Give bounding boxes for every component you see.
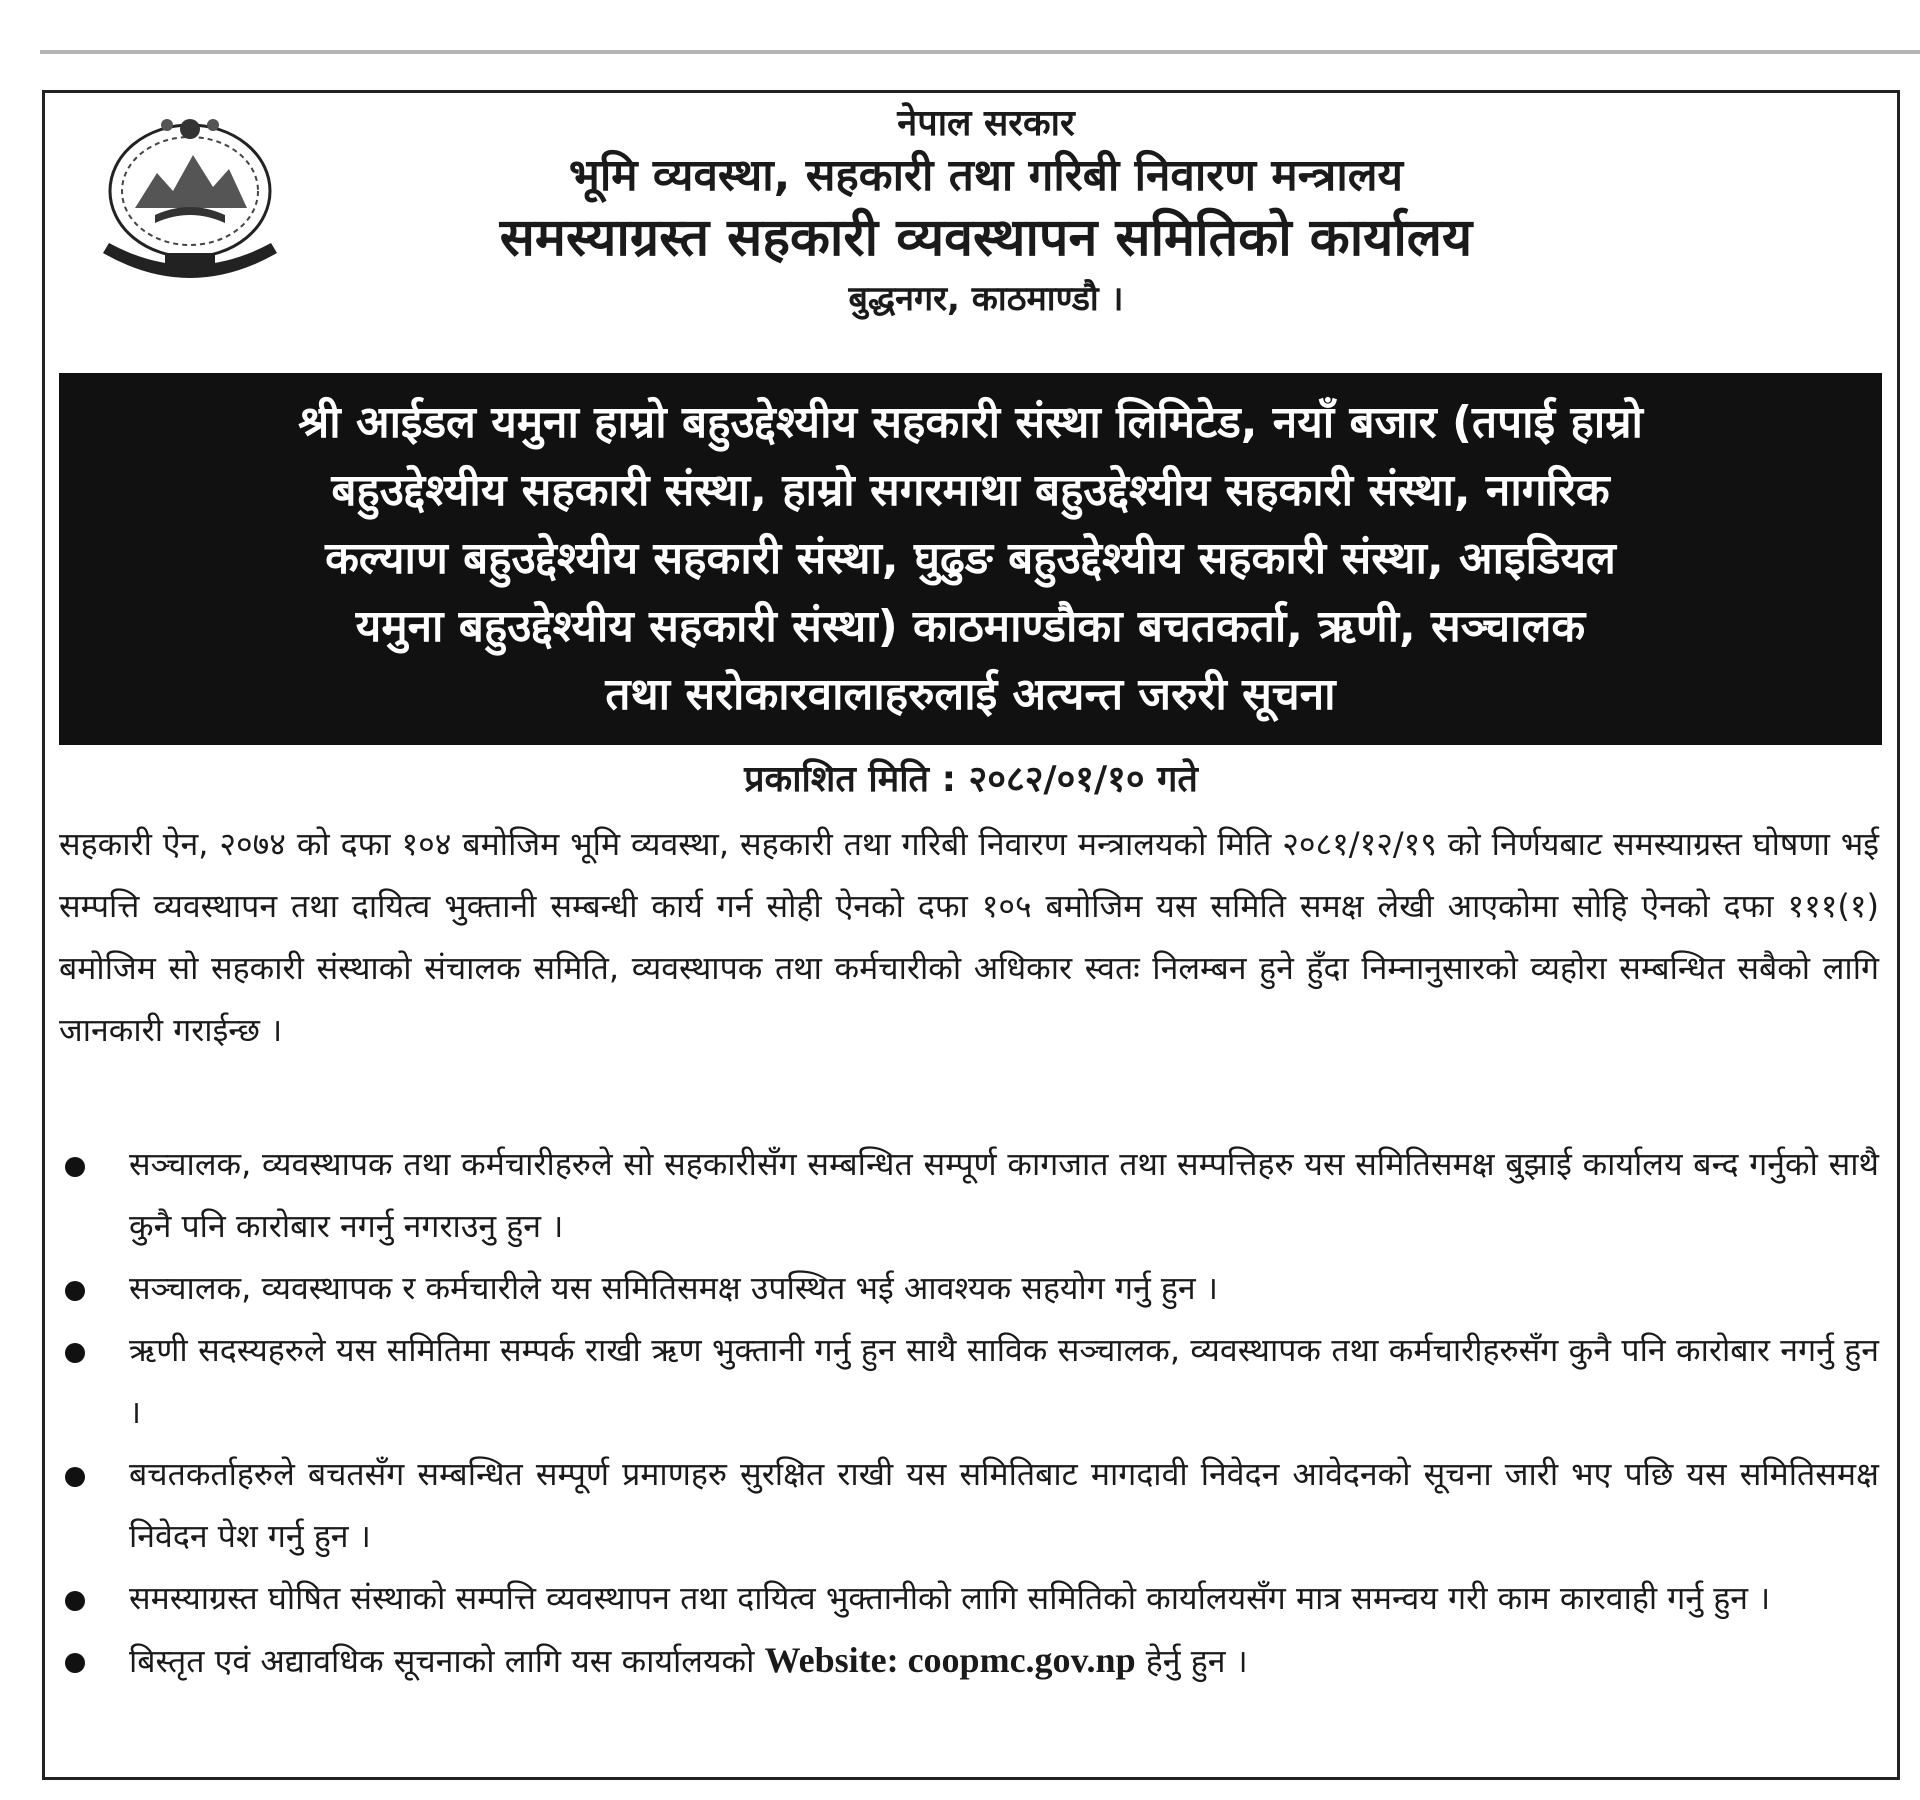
intro-paragraph: सहकारी ऐन, २०७४ को दफा १०४ बमोजिम भूमि व्यवस्था, सहकारी तथा गरिबी निवारण मन्त्रालयको मिति २०८१/१२/१९ को निर्णयबाट समस्याग्रस्त घोषणा भई सम्पत्ति व्यवस्थापन तथा दायित्व भुक्तानी सम्बन्धी कार्य गर्न सोही ऐनको दफा १०५ बमोजिम यस समिति समक्ष लेखी आएकोमा सोहि ऐनको दफा १११(१) बमोजिम सो सहकारी संस्थाको संचालक समिति, व्यवस्थापक तथा कर्मचारीको अधिकार स्वतः निलम्बन हुने हुँदा निम्नानुसारको व्यहोरा सम्बन्धित सबैको लागि जानकारी गराईन्छ । bbox=[59, 825, 1879, 1049]
banner-line: यमुना बहुउद्देश्यीय सहकारी संस्था) काठमाण्डौका बचतकर्ता, ऋणी, सञ्चालक bbox=[355, 601, 1586, 652]
public-notice bbox=[42, 90, 1900, 1780]
list-item-text: समस्याग्रस्त घोषित संस्थाको सम्पत्ति व्यवस्थापन तथा दायित्व भुक्तानीको लागि समितिको कार्यालयसँग मात्र समन्वय गरी काम कारवाही गर्नु हुन । bbox=[129, 1579, 1771, 1617]
ministry-title: भूमि व्यवस्था, सहकारी तथा गरिबी निवारण मन्त्रालय bbox=[568, 150, 1404, 201]
banner-line: बहुउद्देश्यीय सहकारी संस्था, हाम्रो सगरमाथा बहुउद्देश्यीय सहकारी संस्था, नागरिक bbox=[331, 465, 1610, 516]
notice-header bbox=[45, 101, 1897, 327]
website-link[interactable]: Website: coopmc.gov.np bbox=[764, 1640, 1136, 1680]
banner-line: कल्याण बहुउद्देश्यीय सहकारी संस्था, घुढुङ बहुउद्देश्यीय सहकारी संस्था, आइडियल bbox=[325, 533, 1616, 584]
list-item bbox=[59, 1257, 1879, 1319]
list-item bbox=[59, 1567, 1879, 1629]
banner-line: तथा सरोकारवालाहरुलाई अत्यन्त जरुरी सूचना bbox=[605, 669, 1336, 720]
list-item bbox=[59, 1319, 1879, 1443]
list-item bbox=[59, 1133, 1879, 1257]
list-item bbox=[59, 1629, 1879, 1692]
bullet-icon bbox=[65, 1343, 85, 1363]
banner-line: श्री आईडल यमुना हाम्रो बहुउद्देश्यीय सहकारी संस्था लिमिटेड, नयाँ बजार (तपाई हाम्रो bbox=[298, 397, 1643, 448]
bullet-icon bbox=[65, 1653, 85, 1673]
list-item-text: सञ्चालक, व्यवस्थापक र कर्मचारीले यस समितिसमक्ष उपस्थित भई आवश्यक सहयोग गर्नु हुन । bbox=[129, 1269, 1218, 1307]
top-divider bbox=[40, 50, 1920, 54]
bullet-icon bbox=[65, 1591, 85, 1611]
office-location: बुद्धनगर, काठमाण्डौ । bbox=[848, 279, 1124, 319]
list-item-text: बिस्तृत एवं अद्यावधिक सूचनाको लागि यस कार्यालयको bbox=[129, 1642, 765, 1680]
office-title: समस्याग्रस्त सहकारी व्यवस्थापन समितिको कार्यालय bbox=[499, 208, 1473, 268]
instruction-list bbox=[59, 1133, 1879, 1692]
bullet-icon bbox=[65, 1157, 85, 1177]
list-item-text: हेर्नु हुन । bbox=[1135, 1642, 1248, 1680]
list-item bbox=[59, 1443, 1879, 1567]
government-title: नेपाल सरकार bbox=[897, 103, 1075, 144]
list-item-text: सञ्चालक, व्यवस्थापक तथा कर्मचारीहरुले सो सहकारीसँग सम्बन्धित सम्पूर्ण कागजात तथा सम्पत्तिहरु यस समितिसमक्ष बुझाई कार्यालय बन्द गर्नुको साथै कुनै पनि कारोबार नगर्नु नगराउनु हुन । bbox=[129, 1145, 1879, 1245]
bullet-icon bbox=[65, 1281, 85, 1301]
notice-headline-banner bbox=[59, 373, 1882, 745]
published-date: प्रकाशित मिति : २०८२/०१/१० गते bbox=[744, 759, 1198, 800]
list-item-text: बचतकर्ताहरुले बचतसँग सम्बन्धित सम्पूर्ण प्रमाणहरु सुरक्षित राखी यस समितिबाट मागदावी निवेदन आवेदनको सूचना जारी भए पछि यस समितिसमक्ष निवेदन पेश गर्नु हुन । bbox=[129, 1455, 1879, 1555]
bullet-icon bbox=[65, 1467, 85, 1487]
list-item-text: ऋणी सदस्यहरुले यस समितिमा सम्पर्क राखी ऋण भुक्तानी गर्नु हुन साथै साविक सञ्चालक, व्यवस्थापक तथा कर्मचारीहरुसँग कुनै पनि कारोबार नगर्नु हुन । bbox=[129, 1331, 1879, 1431]
